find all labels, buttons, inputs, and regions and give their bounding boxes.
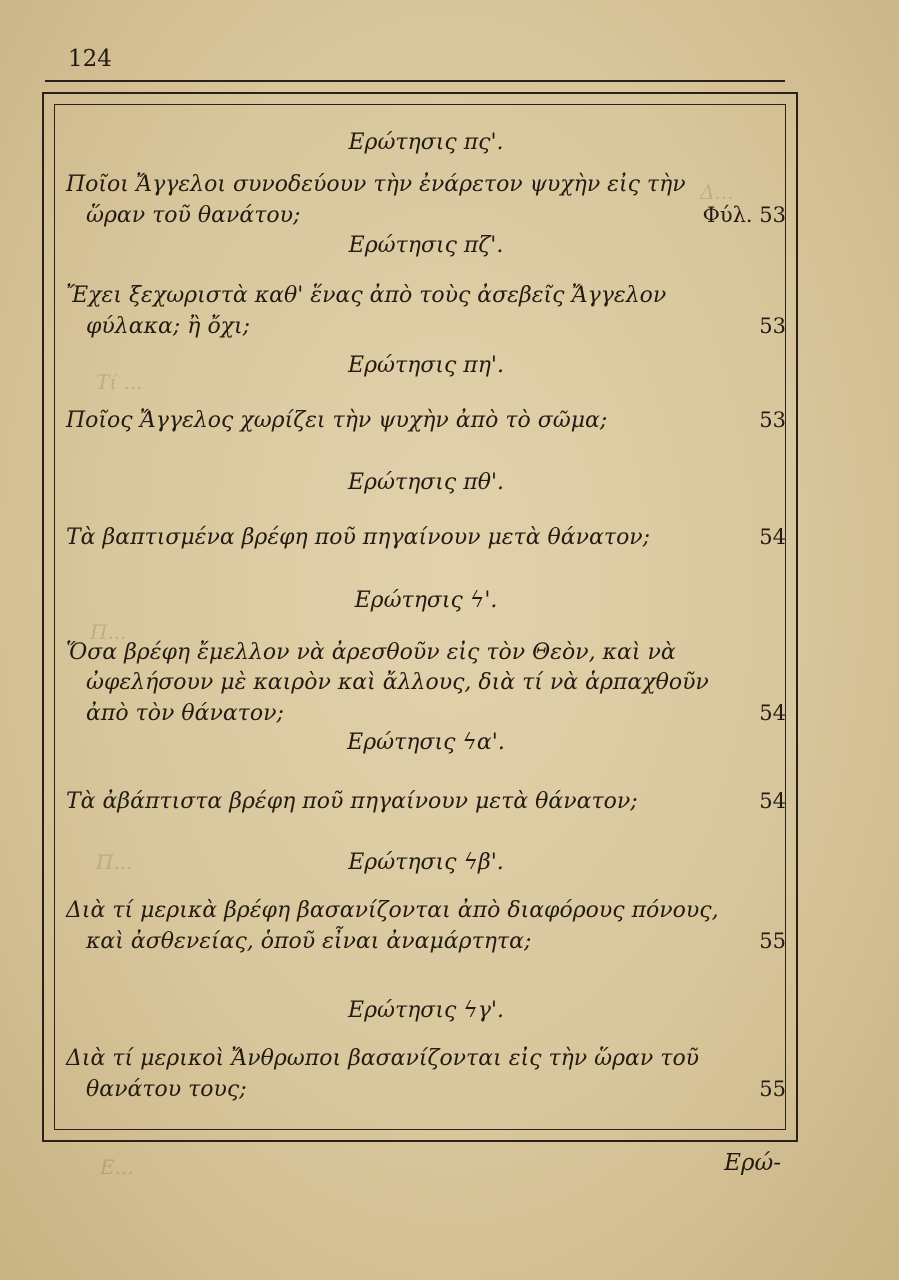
entry-text-line: φύλακα; ἢ ὄχι; <box>86 314 251 339</box>
show-through-text: Π... <box>90 620 127 644</box>
show-through-text: Τί ... <box>96 370 143 394</box>
entry-text-line: Ποῖος Ἄγγελος χωρίζει τὴν ψυχὴν ἀπὸ τὸ σῶμα; <box>66 408 608 433</box>
entry-text-line: Τὰ ἀβάπτιστα βρέφη ποῦ πηγαίνουν μετὰ θάνατον; <box>66 789 638 814</box>
question-heading: Ερώτησις πς'. <box>348 130 504 155</box>
entry-last-line <box>66 522 786 553</box>
entry <box>66 588 786 729</box>
entry <box>66 353 786 436</box>
entry <box>66 730 786 817</box>
entry-text-line: Διὰ τί μερικοὶ Ἄνθρωποι βασανίζονται εἰς τὴν ὥραν τοῦ <box>66 1046 700 1071</box>
page-reference: 54 <box>759 701 786 725</box>
show-through-text: Π... <box>96 850 133 874</box>
question-heading: Ερώτησις πη'. <box>348 353 504 378</box>
question-heading: Ερώτησις πζ'. <box>348 233 504 258</box>
entry-text-line: Ἔχει ξεχωριστὰ καθ' ἕνας ἀπὸ τοὺς ἀσεβεῖς Ἄγγελον <box>66 283 667 308</box>
entry <box>66 130 786 231</box>
entry-text-line: καὶ ἀσθενείας, ὁποῦ εἶναι ἀναμάρτητα; <box>86 929 532 954</box>
show-through-text: Ε... <box>100 1155 134 1179</box>
entry-last-line <box>66 1074 786 1105</box>
entry-text-line: ὥραν τοῦ θανάτου; <box>86 203 301 228</box>
page-reference: 54 <box>759 789 786 813</box>
entry-last-line <box>66 311 786 342</box>
contents-list <box>66 0 786 1280</box>
catchword: Ερώ- <box>724 1150 781 1176</box>
entry-last-line <box>66 200 786 231</box>
page-reference: Φύλ. 53 <box>702 203 786 227</box>
entry <box>66 850 786 957</box>
entry-last-line <box>66 405 786 436</box>
question-heading: Ερώτησις ϟα'. <box>347 730 505 755</box>
question-heading: Ερώτησις ϟ'. <box>354 588 498 613</box>
question-heading: Ερώτησις ϟγ'. <box>348 998 504 1023</box>
page-reference: 53 <box>759 408 786 432</box>
entry-last-line <box>66 786 786 817</box>
entry-last-line <box>66 698 786 729</box>
page-number: 124 <box>68 46 112 72</box>
show-through-text: Δ... <box>700 180 734 204</box>
page-reference: 55 <box>759 1077 786 1101</box>
entry <box>66 998 786 1105</box>
question-heading: Ερώτησις ϟβ'. <box>348 850 504 875</box>
entry-text-line: Διὰ τί μερικὰ βρέφη βασανίζονται ἀπὸ διαφόρους πόνους, <box>66 898 719 923</box>
entry <box>66 470 786 553</box>
entry-text-line: ὠφελήσουν μὲ καιρὸν καὶ ἄλλους, διὰ τί νὰ ἁρπαχθοῦν <box>86 670 709 695</box>
page-reference: 54 <box>759 525 786 549</box>
entry <box>66 233 786 342</box>
entry-last-line <box>66 926 786 957</box>
entry-text-line: Τὰ βαπτισμένα βρέφη ποῦ πηγαίνουν μετὰ θάνατον; <box>66 525 651 550</box>
entry-text-line: Ποῖοι Ἄγγελοι συνοδεύουν τὴν ἐνάρετον ψυχὴν εἰς τὴν <box>66 172 686 197</box>
entry-text-line: ἀπὸ τὸν θάνατον; <box>86 701 284 726</box>
entry-text-line: Ὅσα βρέφη ἔμελλον νὰ ἀρεσθοῦν εἰς τὸν Θεὸν, καὶ νὰ <box>66 640 676 665</box>
question-heading: Ερώτησις πθ'. <box>348 470 504 495</box>
entry-text-line: θανάτου τους; <box>86 1077 247 1102</box>
page-reference: 55 <box>759 929 786 953</box>
page-reference: 53 <box>759 314 786 338</box>
